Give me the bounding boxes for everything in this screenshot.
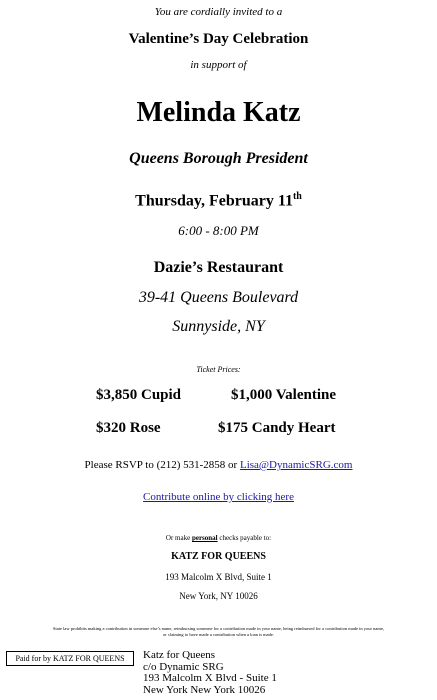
contribute-line (0, 491, 437, 503)
event-date-text: Thursday, February 11 (135, 192, 293, 210)
paid-for-box: Paid for by KATZ FOR QUEENS (6, 651, 134, 666)
footer-address (143, 650, 277, 696)
checks-emphasis: personal (191, 534, 218, 542)
rsvp-line (0, 459, 437, 471)
venue-address-2: Sunnyside, NY (172, 318, 265, 335)
support-text: in support of (190, 59, 247, 71)
intro-text: You are cordially invited to a (154, 6, 283, 18)
ticket-rose: $320 Rose (96, 420, 161, 436)
checks-instruction (0, 534, 437, 542)
ticket-candy-heart: $175 Candy Heart (218, 420, 336, 436)
ticket-valentine: $1,000 Valentine (231, 387, 337, 403)
payee-name: KATZ FOR QUEENS (171, 551, 266, 562)
checks-prefix: Or make (165, 534, 192, 542)
ticket-cupid: $3,850 Cupid (96, 387, 182, 403)
footer-address-line: c/o Dynamic SRG (143, 660, 224, 673)
footer-address-line: 193 Malcolm X Blvd - Suite 1 (143, 672, 277, 685)
contribute-online-link[interactable]: Contribute online by clicking here (143, 491, 294, 503)
disclaimer-line-2: or claiming to have made a contribution when a loan is made. (163, 632, 274, 637)
event-title: Valentine’s Day Celebration (128, 31, 309, 47)
checks-suffix: checks payable to: (217, 534, 272, 542)
event-time: 6:00 - 8:00 PM (178, 223, 259, 238)
event-date-suffix: th (292, 191, 302, 202)
payee-street: 193 Malcolm X Blvd, Suite 1 (165, 572, 272, 582)
event-date (0, 191, 437, 210)
payee-city: New York, NY 10026 (179, 591, 258, 601)
venue-name: Dazie’s Restaurant (153, 259, 284, 276)
disclaimer-line-1: State law prohibits making a contribution in someone else’s name, reimbursing someone for a contribution made in your name, being reimbursed for a contribution made in your name, (53, 626, 384, 631)
footer-address-line: Katz for Queens (143, 649, 216, 661)
venue-address-1: 39-41 Queens Boulevard (138, 289, 299, 306)
rsvp-text: Please RSVP to (212) 531-2858 or (84, 459, 240, 471)
ticket-heading: Ticket Prices: (196, 365, 241, 374)
rsvp-email-link[interactable]: Lisa@DynamicSRG.com (239, 459, 353, 471)
footer-address-line: New York New York 10026 (143, 683, 266, 696)
candidate-office: Queens Borough President (129, 150, 308, 167)
candidate-name: Melinda Katz (136, 97, 301, 128)
